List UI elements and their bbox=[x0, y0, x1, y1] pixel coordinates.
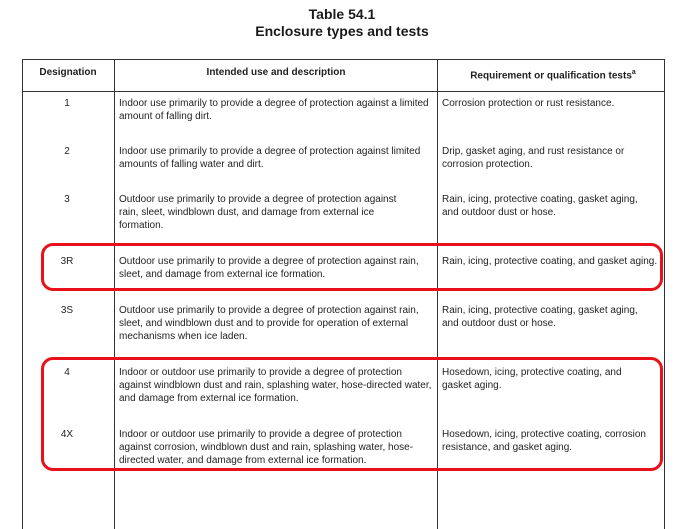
table-number: Table 54.1 bbox=[308, 6, 376, 22]
footnote-marker: a bbox=[631, 69, 636, 76]
row-designation: 4X bbox=[60, 429, 74, 440]
header-designation: Designation bbox=[39, 67, 97, 78]
row-use: Outdoor use primarily to provide a degree of protection against rain, sleet, and damage from external ice formation. bbox=[119, 256, 419, 280]
row-use: Indoor or outdoor use primarily to provide a degree of protection against corrosion, windblown dust and rain, splashing water, hose-directed water, and damage from external ice formation. bbox=[119, 429, 414, 466]
highlight-box-4-4x bbox=[41, 357, 663, 471]
row-use: Outdoor use primarily to provide a degree of protection against rain, sleet, windblown dust, and damage from external ice formation. bbox=[119, 194, 397, 231]
header-requirement bbox=[470, 66, 636, 82]
row-designation: 3 bbox=[64, 194, 70, 205]
row-designation: 3R bbox=[60, 256, 74, 267]
row-designation: 3S bbox=[60, 305, 74, 316]
row-requirement: Corrosion protection or rust resistance. bbox=[442, 98, 615, 109]
row-use: Indoor or outdoor use primarily to provide a degree of protection against windblown dust and rain, splashing water, hose-directed water, and damage from external ice formation. bbox=[119, 367, 432, 404]
row-requirement: Rain, icing, protective coating, gasket aging, and outdoor dust or hose. bbox=[442, 305, 638, 329]
row-requirement: Rain, icing, protective coating, gasket aging, and outdoor dust or hose. bbox=[442, 194, 638, 218]
row-requirement: Drip, gasket aging, and rust resistance or corrosion protection. bbox=[442, 146, 625, 170]
row-use: Indoor use primarily to provide a degree of protection against limited amounts of falling water and dirt. bbox=[119, 146, 421, 170]
highlight-box-3r bbox=[41, 243, 663, 291]
row-use: Indoor use primarily to provide a degree of protection against a limited amount of falling dirt. bbox=[119, 98, 429, 122]
table-title: Enclosure types and tests bbox=[255, 23, 429, 39]
header-requirement-text: Requirement or qualification tests bbox=[470, 70, 632, 82]
header-use: Intended use and description bbox=[206, 67, 346, 78]
row-requirement: Rain, icing, protective coating, and gasket aging. bbox=[442, 256, 658, 267]
row-designation: 1 bbox=[64, 98, 70, 109]
row-use: Outdoor use primarily to provide a degree of protection against rain, sleet, and windblown dust and to provide for operation of external mechanisms when ice laden. bbox=[119, 305, 419, 342]
row-designation: 4 bbox=[64, 367, 70, 378]
row-requirement: Hosedown, icing, protective coating, and gasket aging. bbox=[442, 367, 622, 391]
row-requirement: Hosedown, icing, protective coating, corrosion resistance, and gasket aging. bbox=[442, 429, 646, 453]
header-rule bbox=[22, 91, 665, 92]
row-designation: 2 bbox=[64, 146, 70, 157]
